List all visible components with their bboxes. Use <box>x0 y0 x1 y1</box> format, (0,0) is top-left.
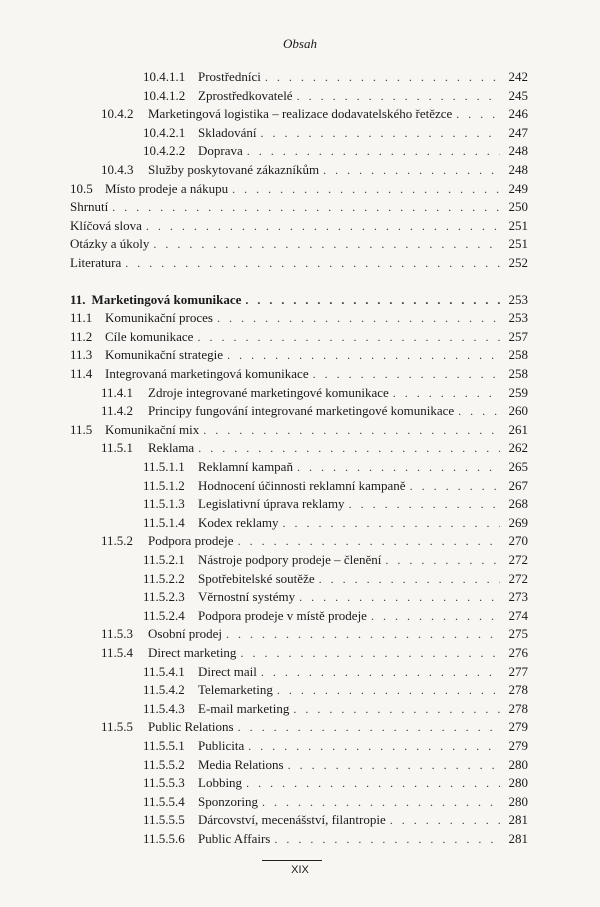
toc-entry <box>143 663 528 681</box>
leader-dots <box>146 217 500 235</box>
toc-entry <box>70 346 528 364</box>
toc-entry <box>143 68 528 86</box>
toc-entry-number: 10.4.3 <box>101 162 134 177</box>
leader-dots <box>277 681 500 699</box>
leader-dots <box>261 663 500 681</box>
toc-entry-title: Public Affairs <box>198 831 271 846</box>
toc-entry-label <box>70 421 203 439</box>
toc-entry-title: Direct marketing <box>148 645 237 660</box>
toc-entry-page: 257 <box>508 328 528 344</box>
toc-entry-title: Služby poskytované zákazníkům <box>148 162 320 177</box>
toc-entry-number: 11.5.5.3 <box>143 775 185 791</box>
toc-entry-title: Osobní prodej <box>148 626 223 642</box>
leader-dots <box>197 328 500 346</box>
toc-entry-number: 11.1 <box>70 310 93 326</box>
toc-entry-page: 262 <box>508 440 528 456</box>
toc-entry-label <box>143 681 277 699</box>
leader-dots <box>393 384 500 402</box>
toc-entry <box>143 495 528 513</box>
toc-entry-title: Spotřebitelské soutěže <box>198 570 315 586</box>
toc-entry-page: 252 <box>508 255 528 270</box>
leader-dots <box>232 180 500 198</box>
toc-entry-page: 261 <box>508 421 528 437</box>
toc-entry-page: 275 <box>508 626 528 642</box>
leader-dots <box>390 811 500 829</box>
toc-entry-number: 10.4.2.2 <box>143 143 186 159</box>
toc-entry <box>143 737 528 755</box>
leader-dots <box>238 532 500 550</box>
leader-dots <box>246 774 500 792</box>
leader-dots <box>125 254 500 272</box>
toc-entry-page: 276 <box>508 645 528 660</box>
toc-entry-page: 250 <box>508 199 528 215</box>
toc-entry-number: 11.5.5.1 <box>143 738 185 753</box>
toc-entry <box>143 124 528 142</box>
toc-entry-label <box>143 477 410 495</box>
toc-entry-label <box>143 570 319 588</box>
toc-entry-label <box>70 346 227 364</box>
toc-entry-title: Podpora prodeje <box>148 533 234 549</box>
toc-entry <box>70 198 528 216</box>
toc-entry <box>70 180 528 198</box>
leader-dots <box>262 793 500 811</box>
toc-entry-title: Hodnocení účinnosti reklamní kampaně <box>198 477 406 493</box>
toc-entry <box>143 514 528 532</box>
toc-entry <box>143 700 528 718</box>
toc-entry-title: Dárcovství, mecenášství, filantropie <box>198 812 386 828</box>
toc-entry <box>143 142 528 160</box>
toc-entry-label <box>143 607 371 625</box>
toc-entry-title: Komunikační strategie <box>105 347 224 363</box>
toc-entry-page: 277 <box>508 663 528 679</box>
toc-entry <box>70 217 528 235</box>
leader-dots <box>238 718 500 736</box>
leader-dots <box>248 737 500 755</box>
toc-entry-page: 242 <box>508 69 528 84</box>
footer-rule <box>262 860 322 861</box>
toc-entry-page: 281 <box>508 831 528 846</box>
toc-entry-number: 11.5.2 <box>101 533 134 549</box>
leader-dots <box>153 235 500 253</box>
toc-entry-title: Zdroje integrované marketingové komunikace <box>148 384 389 400</box>
leader-dots <box>245 291 500 309</box>
toc-entry-title: Věrnostní systémy <box>198 589 296 605</box>
toc-entry <box>101 161 528 179</box>
toc-entry-page: 274 <box>508 607 528 623</box>
toc-entry-number: 11.5.1.2 <box>143 477 185 493</box>
toc-entry-title: Reklama <box>148 440 195 456</box>
toc-entry-label <box>70 217 146 235</box>
toc-entry <box>70 328 528 346</box>
leader-dots <box>293 700 500 718</box>
leader-dots <box>456 105 500 123</box>
toc-entry-page: 281 <box>508 812 528 828</box>
leader-dots <box>323 161 500 179</box>
toc-entry-page: 280 <box>508 775 528 791</box>
toc-entry-label <box>70 254 125 272</box>
toc-entry <box>70 365 528 383</box>
toc-entry <box>143 477 528 495</box>
toc-entry <box>143 774 528 792</box>
toc-entry-page: 247 <box>508 124 528 140</box>
leader-dots <box>261 124 501 142</box>
toc-entry-page: 280 <box>508 756 528 772</box>
toc-entry-number: 11.5.1 <box>101 440 134 456</box>
toc-entry-label <box>143 663 261 681</box>
toc-entry-title: Media Relations <box>198 756 284 772</box>
leader-dots <box>299 588 500 606</box>
toc-entry-number: 11.5.4.1 <box>143 663 185 679</box>
toc-entry-title: Marketingová logistika – realizace dodavatelského řetězce <box>148 106 453 122</box>
toc-entry-number: 10.4.2 <box>101 106 134 122</box>
leader-dots <box>319 570 500 588</box>
toc-entry-title: Komunikační proces <box>105 310 213 326</box>
toc-entry <box>143 588 528 606</box>
toc-entry-number: 11.5.2.3 <box>143 589 185 605</box>
toc-entry <box>101 532 528 550</box>
toc-entry-number: 10.5 <box>70 180 93 196</box>
toc-entry-number: 11.5.2.4 <box>143 607 185 623</box>
toc-entry <box>143 681 528 699</box>
toc-entry-number: 11.4 <box>70 366 93 381</box>
toc-entry <box>101 625 528 643</box>
toc-entry-label <box>143 142 247 160</box>
toc-entry-number: 11.5.1.1 <box>143 459 185 474</box>
toc-entry-page: 245 <box>508 87 528 103</box>
leader-dots <box>240 644 500 662</box>
toc-entry-title: Principy fungování integrované marketingové komunikace <box>148 403 455 419</box>
toc-entry-label <box>143 700 293 718</box>
toc-entry-label <box>143 737 248 755</box>
leader-dots <box>283 514 500 532</box>
toc-entry-title: Reklamní kampaň <box>198 459 293 474</box>
toc-entry-page: 272 <box>508 552 528 567</box>
toc-entry-label <box>143 830 274 848</box>
leader-dots <box>247 142 500 160</box>
toc-entry-page: 248 <box>508 162 528 177</box>
page-number: XIX <box>291 864 309 876</box>
leader-dots <box>112 198 500 216</box>
toc-entry-page: 278 <box>508 682 528 698</box>
leader-dots <box>297 458 500 476</box>
leader-dots <box>410 477 500 495</box>
toc-entry-number: 11.2 <box>70 328 93 344</box>
toc-entry <box>143 458 528 476</box>
toc-entry-number: 10.4.1.1 <box>143 69 186 84</box>
toc-entry-number: 11.5.2.2 <box>143 570 185 586</box>
toc-entry <box>101 644 528 662</box>
toc-entry-page: 251 <box>508 236 528 252</box>
toc-entry-number: 10.4.1.2 <box>143 87 186 103</box>
toc-entry-number: 11.5.1.3 <box>143 496 185 512</box>
toc-entry <box>143 570 528 588</box>
toc-entry <box>70 291 528 309</box>
toc-entry-title: Otázky a úkoly <box>70 236 150 252</box>
toc-entry-page: 270 <box>508 533 528 549</box>
toc-entry-title: Místo prodeje a nákupu <box>105 180 229 196</box>
toc-entry-label <box>143 811 390 829</box>
leader-dots <box>313 365 500 383</box>
toc-entry-label <box>70 235 153 253</box>
toc-entry-title: Integrovaná marketingová komunikace <box>105 366 309 381</box>
toc-entry-number: 11.5.1.4 <box>143 514 185 530</box>
toc-entry-page: 246 <box>508 106 528 122</box>
toc-entry-page: 278 <box>508 700 528 716</box>
toc-entry-label <box>70 309 217 327</box>
toc-entry-title: Public Relations <box>148 719 234 735</box>
toc-entry-page: 273 <box>508 589 528 605</box>
toc-entry <box>143 811 528 829</box>
toc-entry-number: 11.5.5.4 <box>143 793 185 809</box>
toc-entry-number: 11. <box>70 291 86 307</box>
toc-entry-number: 11.5.2.1 <box>143 552 185 567</box>
toc-entry-label <box>143 495 349 513</box>
toc-entry-page: 265 <box>508 459 528 474</box>
toc-entry-number: 11.4.1 <box>101 384 134 400</box>
toc-entry-label <box>143 124 261 142</box>
toc-entry-label <box>143 551 385 569</box>
leader-dots <box>371 607 500 625</box>
toc-entry-label <box>143 793 262 811</box>
toc-entry-page: 272 <box>508 570 528 586</box>
toc-entry-page: 280 <box>508 793 528 809</box>
toc-entry-label <box>101 161 323 179</box>
toc-entry-page: 259 <box>508 384 528 400</box>
leader-dots <box>198 439 500 457</box>
leader-dots <box>349 495 500 513</box>
toc-entry-number: 11.5.3 <box>101 626 134 642</box>
toc-entry <box>143 551 528 569</box>
toc-entry-number: 10.4.2.1 <box>143 124 186 140</box>
toc-entry-label <box>70 328 197 346</box>
toc-entry-label <box>101 439 198 457</box>
toc-entry-label <box>101 384 393 402</box>
toc-entry-label <box>101 625 226 643</box>
toc-entry-label <box>101 644 240 662</box>
toc-entry-number: 11.5.5.6 <box>143 831 185 846</box>
toc-entry-title: E-mail marketing <box>198 700 290 716</box>
toc-entry-page: 249 <box>508 180 528 196</box>
toc-entry-title: Marketingová komunikace <box>91 291 242 307</box>
toc-entry <box>143 756 528 774</box>
toc-entry <box>143 830 528 848</box>
toc-entry-label <box>101 718 238 736</box>
toc-entry <box>101 402 528 420</box>
leader-dots <box>274 830 500 848</box>
toc-entry-number: 11.4.2 <box>101 403 134 419</box>
leader-dots <box>265 68 500 86</box>
toc-entry-page: 267 <box>508 477 528 493</box>
leader-dots <box>288 756 500 774</box>
toc-entry-page: 253 <box>508 291 528 307</box>
toc-entry-label <box>101 402 458 420</box>
toc-entry-number: 11.5.5.5 <box>143 812 185 828</box>
toc-entry-page: 279 <box>508 738 528 753</box>
toc-entry-page: 258 <box>508 366 528 381</box>
toc-entry-title: Literatura <box>70 255 122 270</box>
toc-entry-label <box>143 514 283 532</box>
toc-entry-page: 248 <box>508 143 528 159</box>
toc-entry-number: 11.5.5 <box>101 719 134 735</box>
leader-dots <box>297 87 500 105</box>
toc-entry-title: Klíčová slova <box>70 217 142 233</box>
toc-entry-label <box>70 365 313 383</box>
toc-entry-page: 279 <box>508 719 528 735</box>
toc-entry-label <box>143 774 246 792</box>
toc-entry-label <box>101 105 456 123</box>
toc-entry-title: Shrnutí <box>70 199 109 215</box>
toc-entry-title: Lobbing <box>198 775 243 791</box>
toc-entry-label <box>70 198 112 216</box>
toc-entry <box>101 718 528 736</box>
toc-entry-title: Publicita <box>198 738 245 753</box>
toc-entry-page: 260 <box>508 403 528 419</box>
leader-dots <box>385 551 500 569</box>
toc-entry-number: 11.5.4 <box>101 645 134 660</box>
toc-entry-title: Prostředníci <box>198 69 261 84</box>
toc-entry <box>70 235 528 253</box>
toc-entry-label <box>143 458 297 476</box>
toc-entry-page: 253 <box>508 310 528 326</box>
toc-entry-page: 251 <box>508 217 528 233</box>
toc-entry-label <box>143 588 299 606</box>
toc-entry <box>101 384 528 402</box>
toc-entry-title: Skladování <box>198 124 257 140</box>
leader-dots <box>226 625 500 643</box>
toc-entry-title: Podpora prodeje v místě prodeje <box>198 607 367 623</box>
toc-entry <box>101 105 528 123</box>
toc-entry-label <box>143 756 288 774</box>
toc-entry-number: 11.3 <box>70 347 93 363</box>
toc-entry-label <box>70 291 245 309</box>
toc-entry-page: 258 <box>508 347 528 363</box>
toc-entry-label <box>70 180 232 198</box>
running-header: Obsah <box>283 36 317 51</box>
toc-entry <box>70 309 528 327</box>
toc-entry-number: 11.5.4.2 <box>143 682 185 698</box>
toc-entry-page: 269 <box>508 514 528 530</box>
leader-dots <box>227 346 500 364</box>
toc-entry <box>143 793 528 811</box>
toc-entry <box>70 421 528 439</box>
toc-entry-title: Legislativní úprava reklamy <box>198 496 345 512</box>
toc-entry-number: 11.5.4.3 <box>143 700 185 716</box>
toc-entry-title: Direct mail <box>198 663 257 679</box>
toc-entry-title: Kodex reklamy <box>198 514 279 530</box>
toc-entry-number: 11.5 <box>70 421 93 437</box>
toc-entry <box>70 254 528 272</box>
toc-entry-label <box>143 68 265 86</box>
toc-entry-title: Sponzoring <box>198 793 258 809</box>
toc-entry-title: Nástroje podpory prodeje – členění <box>198 552 382 567</box>
toc-entry <box>143 87 528 105</box>
toc-entry-number: 11.5.5.2 <box>143 756 185 772</box>
toc-entry-title: Telemarketing <box>198 682 273 698</box>
toc-entry-label <box>101 532 238 550</box>
toc-entry-title: Doprava <box>198 143 243 159</box>
toc-entry-title: Zprostředkovatelé <box>198 87 293 103</box>
toc-entry <box>143 607 528 625</box>
toc-entry <box>101 439 528 457</box>
toc-entry-title: Cíle komunikace <box>105 328 194 344</box>
leader-dots <box>217 309 500 327</box>
toc-entry-label <box>143 87 297 105</box>
toc-entry-page: 268 <box>508 496 528 512</box>
toc-entry-title: Komunikační mix <box>105 421 200 437</box>
leader-dots <box>458 402 500 420</box>
leader-dots <box>203 421 500 439</box>
